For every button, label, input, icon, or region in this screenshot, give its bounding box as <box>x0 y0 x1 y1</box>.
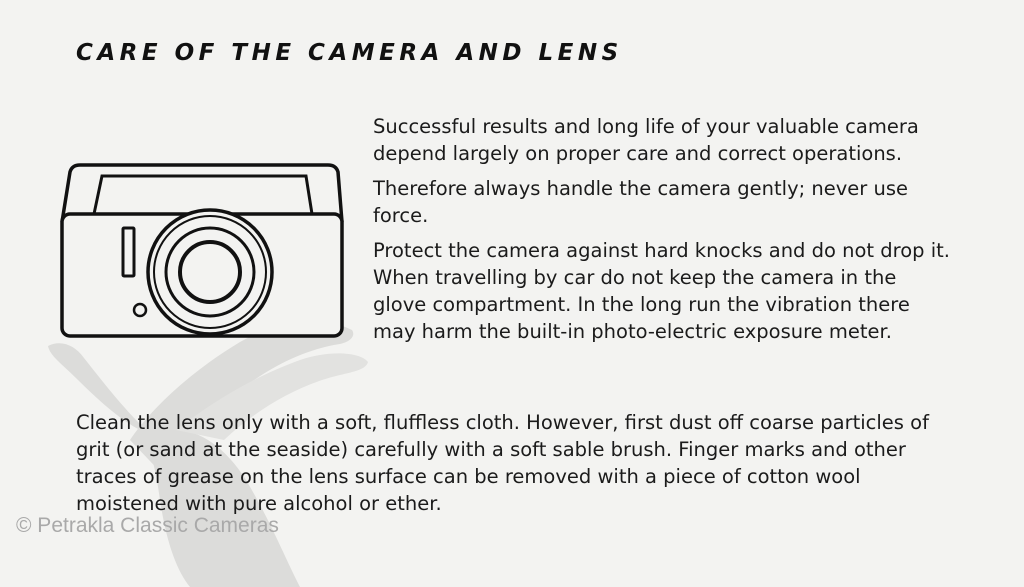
paragraph-intro: Successful results and long life of your valuable camera depend largely on proper care and correct operations. <box>373 115 919 165</box>
intro-text-column <box>373 113 953 353</box>
camera-icon <box>62 165 342 336</box>
page-title: CARE OF THE CAMERA AND LENS <box>76 40 623 66</box>
paragraph-clean-lens: Clean the lens only with a soft, fluffless cloth. However, first dust off coarse particles of grit (or sand at the seaside) carefully with a soft sable brush. Finger marks and other traces of grease on the lens surface can be removed with a piece of cotton wool moistened with pure alcohol or ether. <box>76 411 929 515</box>
paragraph-protect-camera: Protect the camera against hard knocks and do not drop it. When travelling by car do not keep the camera in the glove compartment. In the long run the vibration there may harm the built-in photo-electric exposure meter. <box>373 239 951 343</box>
copyright-watermark: © Petrakla Classic Cameras <box>16 514 279 537</box>
paragraph-handle-gently: Therefore always handle the camera gently; never use force. <box>373 177 909 227</box>
